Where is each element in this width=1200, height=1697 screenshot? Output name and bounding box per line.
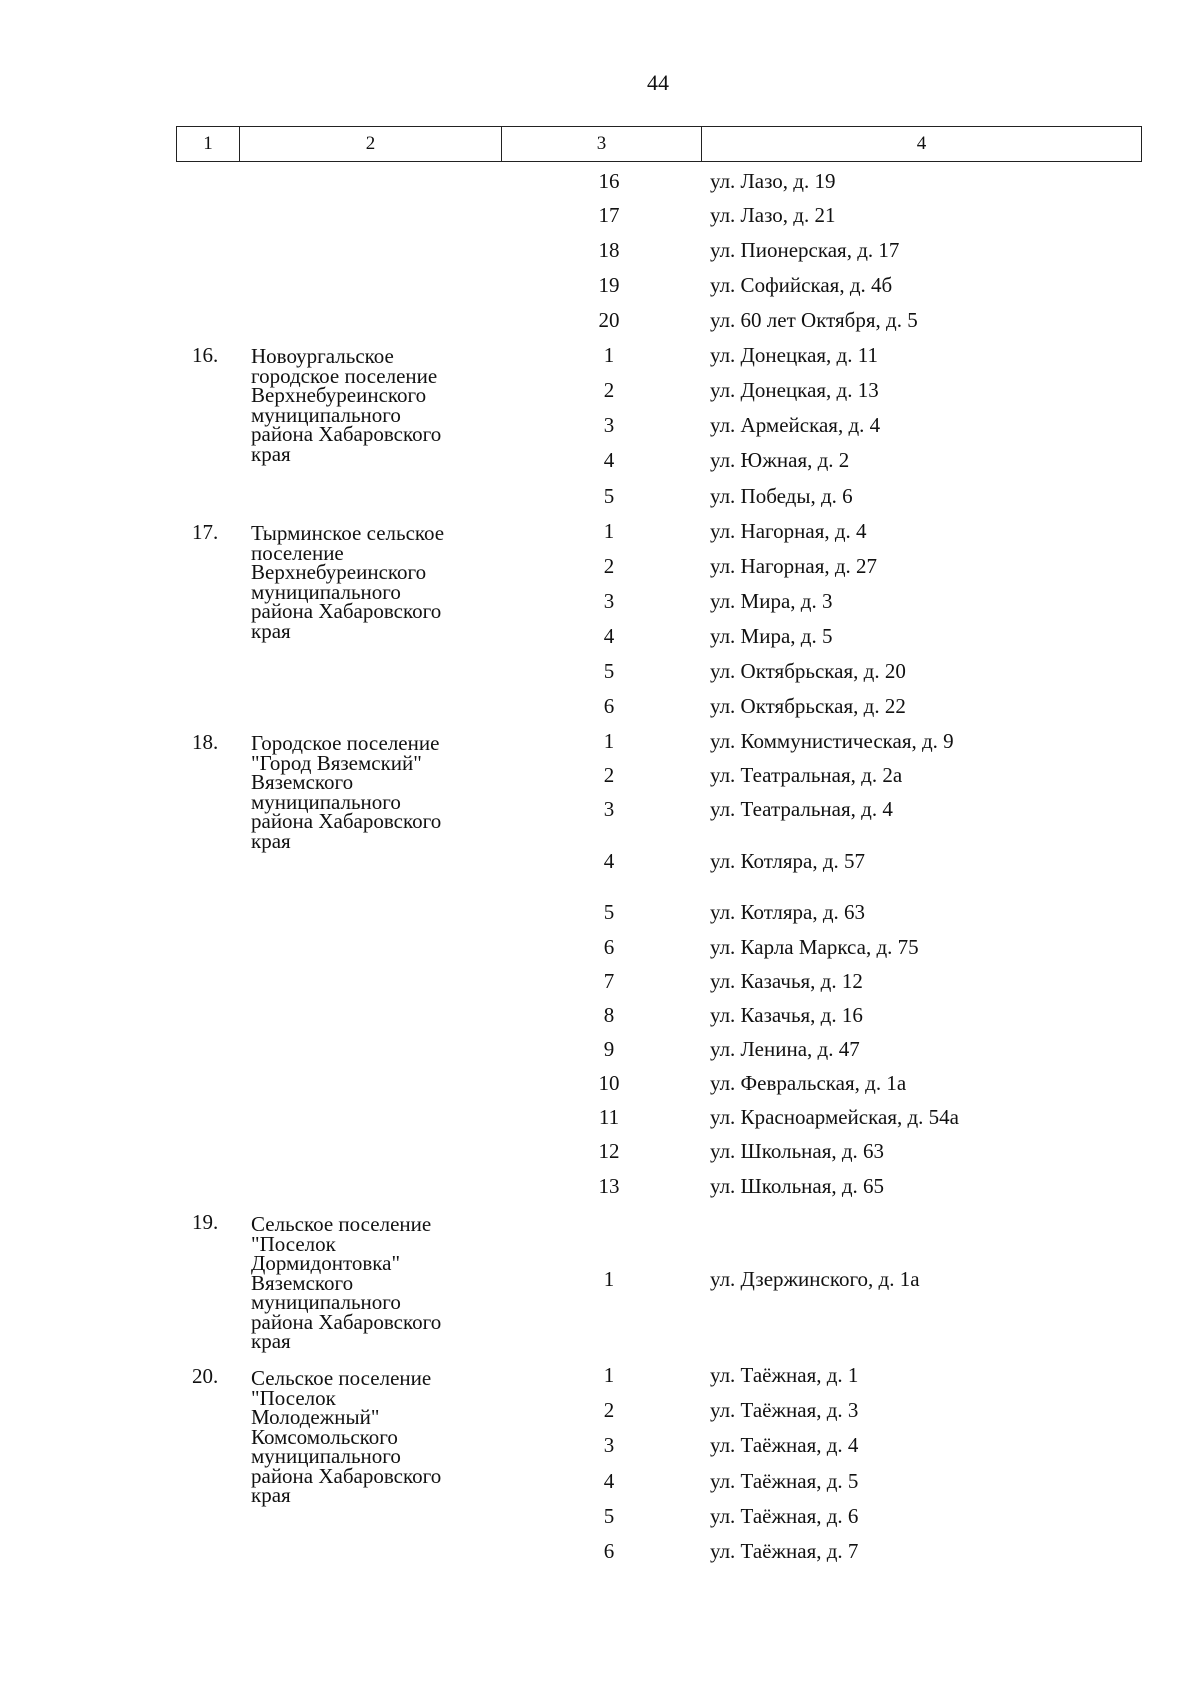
row-number: 3 [603, 1433, 615, 1457]
group-number: 16. [192, 343, 219, 367]
row-address: ул. Нагорная, д. 4 [710, 519, 867, 543]
row-number: 3 [603, 589, 615, 613]
row-number: 10 [598, 1071, 620, 1095]
row-address: ул. Февральская, д. 1а [710, 1071, 907, 1095]
row-number: 6 [603, 694, 615, 718]
header-col-1: 1 [177, 127, 240, 161]
row-number: 20 [598, 308, 620, 332]
row-number: 12 [598, 1139, 620, 1163]
row-number: 2 [603, 378, 615, 402]
row-number: 1 [603, 729, 615, 753]
row-number: 6 [603, 935, 615, 959]
group-number: 18. [192, 730, 219, 754]
row-number: 11 [598, 1105, 620, 1129]
row-address: ул. Октябрьская, д. 22 [710, 694, 906, 718]
group-settlement-name: Сельское поселение "Поселок Молодежный" Комсомольского муниципального района Хабаровского края [251, 1366, 442, 1507]
row-address: ул. Лазо, д. 19 [710, 169, 836, 193]
group-number: 17. [192, 520, 219, 544]
row-address: ул. Мира, д. 5 [710, 624, 833, 648]
header-col-4: 4 [916, 133, 927, 154]
group-settlement-name: Городское поселение "Город Вяземский" Вяземского муниципального района Хабаровского края [251, 731, 442, 853]
row-number: 6 [603, 1539, 615, 1563]
row-number: 3 [603, 413, 615, 437]
row-number: 13 [598, 1174, 620, 1198]
row-address: ул. Донецкая, д. 11 [710, 343, 878, 367]
row-number: 2 [603, 1398, 615, 1422]
row-address: ул. Театральная, д. 2а [710, 763, 903, 787]
page-number: 44 [647, 70, 669, 95]
row-address: ул. Таёжная, д. 6 [710, 1504, 859, 1528]
row-number: 3 [603, 797, 615, 821]
row-address: ул. Красноармейская, д. 54а [710, 1105, 959, 1129]
row-address: ул. Донецкая, д. 13 [710, 378, 879, 402]
row-address: ул. Школьная, д. 63 [710, 1139, 885, 1163]
row-address: ул. Таёжная, д. 3 [710, 1398, 859, 1422]
group-number: 19. [192, 1210, 219, 1234]
group-settlement-name: Сельское поселение "Поселок Дормидонтовка" Вяземского муниципального района Хабаровского края [251, 1212, 442, 1353]
row-address: ул. Софийская, д. 4б [710, 273, 893, 297]
row-number: 4 [603, 849, 615, 873]
row-number: 1 [603, 519, 615, 543]
row-number: 18 [598, 238, 620, 262]
row-number: 9 [603, 1037, 615, 1061]
group-settlement-name: Новоургальское городское поселение Верхнебуреинского муниципального района Хабаровского края [251, 344, 442, 466]
row-address: ул. Казачья, д. 16 [710, 1003, 863, 1027]
row-address: ул. 60 лет Октября, д. 5 [710, 308, 918, 332]
row-address: ул. Пионерская, д. 17 [710, 238, 900, 262]
row-number: 1 [603, 1363, 615, 1387]
row-address: ул. Дзержинского, д. 1а [710, 1267, 920, 1291]
row-number: 4 [603, 1469, 615, 1493]
row-address: ул. Котляра, д. 57 [710, 849, 866, 873]
row-number: 17 [598, 203, 620, 227]
row-number: 4 [603, 448, 615, 472]
row-number: 19 [598, 273, 620, 297]
header-col-2: 2 [240, 127, 502, 161]
row-address: ул. Победы, д. 6 [710, 484, 853, 508]
row-number: 5 [603, 659, 615, 683]
row-address: ул. Школьная, д. 65 [710, 1174, 885, 1198]
row-address: ул. Ленина, д. 47 [710, 1037, 860, 1061]
row-number: 5 [603, 484, 615, 508]
row-number: 8 [603, 1003, 615, 1027]
row-address: ул. Казачья, д. 12 [710, 969, 863, 993]
row-address: ул. Армейская, д. 4 [710, 413, 881, 437]
row-address: ул. Южная, д. 2 [710, 448, 850, 472]
row-number: 16 [598, 169, 620, 193]
row-address: ул. Коммунистическая, д. 9 [710, 729, 954, 753]
row-address: ул. Лазо, д. 21 [710, 203, 836, 227]
row-number: 1 [603, 343, 615, 367]
row-address: ул. Таёжная, д. 1 [710, 1363, 859, 1387]
table-header-row [176, 126, 1142, 162]
row-address: ул. Таёжная, д. 7 [710, 1539, 859, 1563]
row-number: 5 [603, 900, 615, 924]
row-address: ул. Нагорная, д. 27 [710, 554, 878, 578]
row-number: 1 [603, 1267, 615, 1291]
row-number: 7 [603, 969, 615, 993]
header-col-3: 3 [502, 127, 702, 161]
row-address: ул. Карла Маркса, д. 75 [710, 935, 919, 959]
row-address: ул. Октябрьская, д. 20 [710, 659, 906, 683]
row-address: ул. Котляра, д. 63 [710, 900, 866, 924]
row-number: 4 [603, 624, 615, 648]
row-address: ул. Таёжная, д. 4 [710, 1433, 859, 1457]
group-number: 20. [192, 1364, 219, 1388]
row-number: 5 [603, 1504, 615, 1528]
group-settlement-name: Тырминское сельское поселение Верхнебуреинского муниципального района Хабаровского края [251, 521, 445, 643]
row-number: 2 [603, 554, 615, 578]
row-address: ул. Театральная, д. 4 [710, 797, 893, 821]
row-address: ул. Таёжная, д. 5 [710, 1469, 859, 1493]
row-address: ул. Мира, д. 3 [710, 589, 833, 613]
row-number: 2 [603, 763, 615, 787]
